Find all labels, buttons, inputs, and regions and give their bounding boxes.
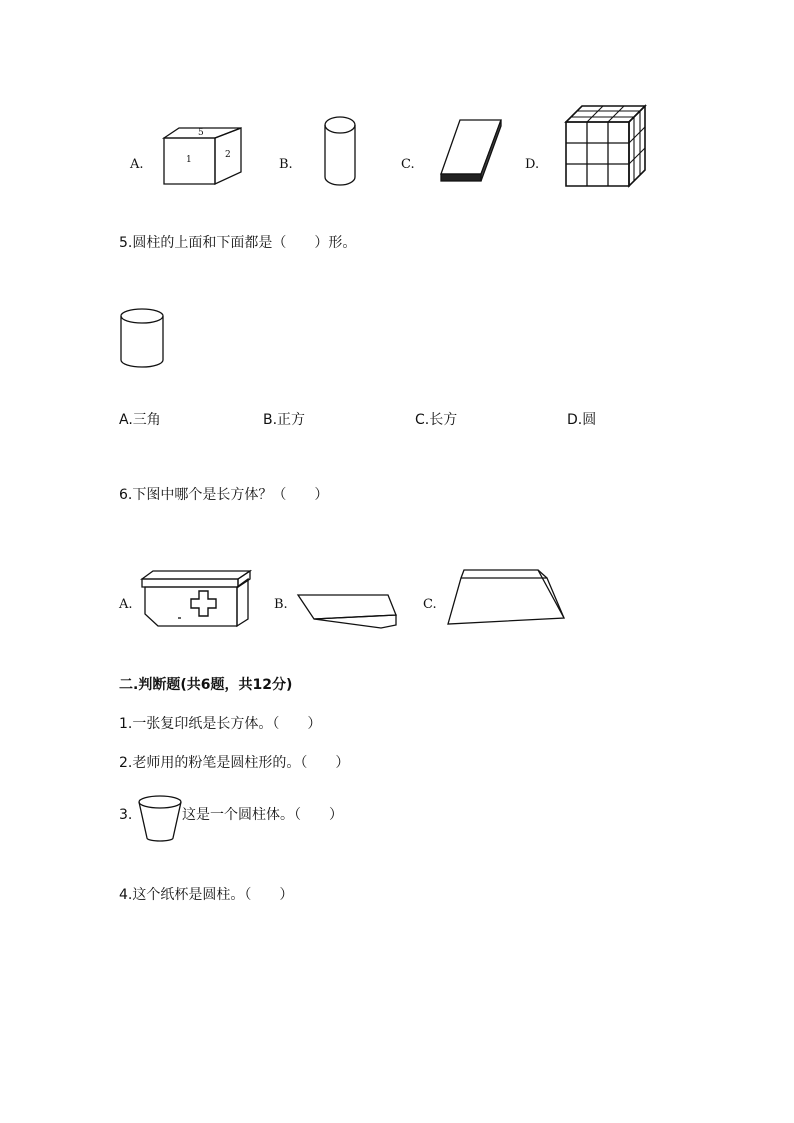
q5-option-d[interactable]: D.圆 — [567, 412, 597, 428]
judge-item-3-number: 3. — [119, 807, 133, 823]
trapezoid-block-figure — [446, 568, 568, 628]
judge-item-4: 4.这个纸杯是圆柱。（ ） — [119, 887, 294, 903]
judge-item-2: 2.老师用的粉笔是圆柱形的。（ ） — [119, 755, 350, 771]
cube-face-right-number: 2 — [225, 150, 231, 160]
cube-face-front-number: 1 — [186, 155, 192, 165]
q4-option-a-label[interactable]: A. — [130, 157, 144, 172]
cylinder-cup-figure — [119, 307, 165, 369]
q5-option-c[interactable]: C.长方 — [415, 412, 458, 428]
judge-item-3-text: 这是一个圆柱体。（ ） — [182, 807, 343, 823]
q6-option-b-label[interactable]: B. — [274, 597, 288, 612]
q4-option-b-label[interactable]: B. — [279, 157, 293, 172]
q5-option-a[interactable]: A.三角 — [119, 412, 161, 428]
rubiks-cube-figure — [565, 104, 647, 188]
q5-question: 5.圆柱的上面和下面都是（ ）形。 — [119, 235, 357, 251]
cube-figure — [163, 126, 245, 188]
q4-option-c-label[interactable]: C. — [401, 157, 415, 172]
cube-face-top-number: 5 — [198, 128, 204, 138]
q6-question: 6.下图中哪个是长方体？（ ） — [119, 487, 329, 503]
q4-option-d-label[interactable]: D. — [525, 157, 540, 172]
q6-option-c-label[interactable]: C. — [423, 597, 437, 612]
section-title-true-false: 二.判断题(共6题，共12分) — [119, 677, 293, 693]
cylinder-figure — [324, 116, 356, 186]
q6-option-a-label[interactable]: A. — [119, 597, 133, 612]
thin-slab-figure — [296, 592, 398, 632]
first-aid-box-figure — [140, 569, 252, 629]
paper-cup-figure — [136, 794, 184, 844]
judge-item-1: 1.一张复印纸是长方体。（ ） — [119, 716, 322, 732]
q5-option-b[interactable]: B.正方 — [263, 412, 306, 428]
flat-box-figure — [438, 117, 504, 185]
